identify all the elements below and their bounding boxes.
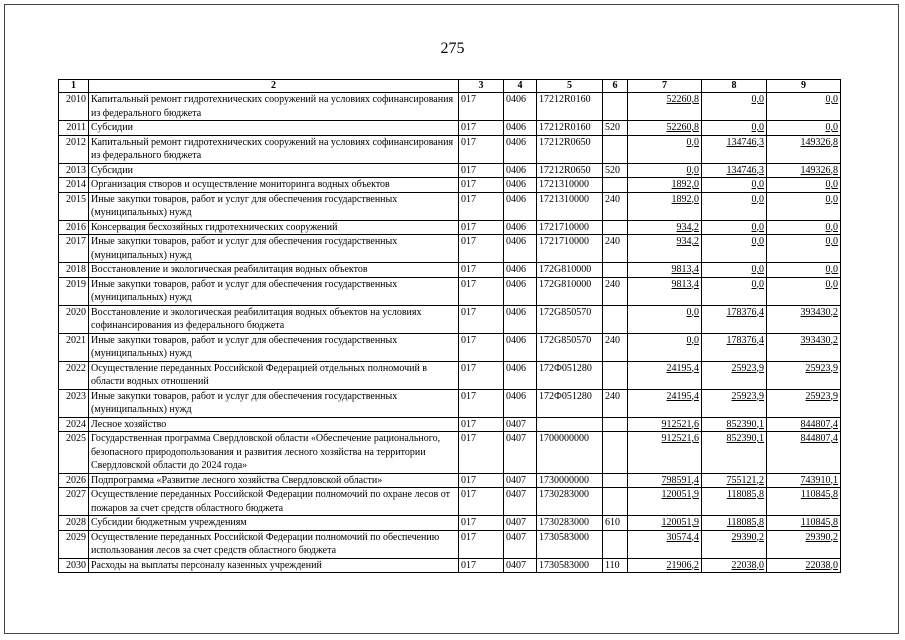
col-8-value-text: 0,0	[751, 122, 764, 133]
col-3-cell: 017	[459, 530, 504, 558]
col-9-value-text: 0,0	[825, 94, 838, 105]
col-4-cell: 0406	[504, 220, 537, 235]
header-cell: 2	[89, 80, 459, 93]
row-number: 2017	[59, 235, 89, 263]
row-name: Расходы на выплаты персоналу казенных учреждений	[89, 558, 459, 573]
col-3-cell: 017	[459, 432, 504, 474]
col-7-value	[628, 361, 702, 389]
col-3-cell: 017	[459, 93, 504, 121]
col-9-value-text: 25923,9	[805, 390, 838, 402]
row-name: Осуществление переданных Российской Федерации полномочий по охране лесов от пожаров за счет средств областного бюджета	[89, 488, 459, 516]
col-3-cell: 017	[459, 473, 504, 488]
col-7-value	[628, 558, 702, 573]
col-8-value	[702, 305, 767, 333]
col-4-cell: 0406	[504, 361, 537, 389]
col-6-cell	[603, 178, 628, 193]
col-5-cell: 1721310000	[537, 192, 603, 220]
col-7-value-text: 24195,4	[666, 390, 699, 402]
col-8-value-text: 134746,3	[726, 136, 764, 148]
row-number: 2010	[59, 93, 89, 121]
table-row	[59, 235, 841, 263]
col-6-cell	[603, 305, 628, 333]
col-8-value	[702, 263, 767, 278]
col-9-value-text: 0,0	[825, 179, 838, 190]
col-9-value	[767, 135, 841, 163]
row-name: Консервация бесхозяйных гидротехнических сооружений	[89, 220, 459, 235]
table-row	[59, 432, 841, 474]
col-7-value-text: 21906,2	[666, 559, 699, 571]
col-8-value	[702, 121, 767, 136]
row-name: Осуществление переданных Российской Федерации полномочий по обеспечению использования лесов за счет средств областного бюджета	[89, 530, 459, 558]
col-4-cell: 0406	[504, 93, 537, 121]
row-name: Субсидии	[89, 163, 459, 178]
row-name: Субсидии	[89, 121, 459, 136]
col-5-cell: 1730000000	[537, 473, 603, 488]
col-5-cell: 172Ф051280	[537, 389, 603, 417]
col-7-value-text: 934,2	[676, 236, 699, 247]
col-7-value	[628, 192, 702, 220]
col-9-value	[767, 516, 841, 531]
col-8-value	[702, 163, 767, 178]
col-9-value	[767, 333, 841, 361]
table-row	[59, 93, 841, 121]
col-4-cell: 0406	[504, 235, 537, 263]
col-4-cell: 0406	[504, 178, 537, 193]
row-number: 2020	[59, 305, 89, 333]
col-4-cell: 0406	[504, 389, 537, 417]
col-9-value	[767, 361, 841, 389]
col-9-value-text: 0,0	[825, 193, 838, 205]
col-5-cell: 1730583000	[537, 558, 603, 573]
col-4-cell: 0406	[504, 121, 537, 136]
header-cell: 4	[504, 80, 537, 93]
col-8-value-text: 0,0	[751, 236, 764, 247]
col-7-value	[628, 235, 702, 263]
col-9-value-text: 393430,2	[800, 334, 838, 346]
col-9-value	[767, 220, 841, 235]
col-9-value	[767, 432, 841, 474]
col-6-cell: 240	[603, 235, 628, 263]
col-3-cell: 017	[459, 417, 504, 432]
row-number: 2024	[59, 417, 89, 432]
col-5-cell: 172G810000	[537, 263, 603, 278]
col-4-cell: 0406	[504, 163, 537, 178]
col-6-cell	[603, 432, 628, 474]
col-3-cell: 017	[459, 389, 504, 417]
table-row	[59, 417, 841, 432]
col-7-value-text: 798591,4	[661, 474, 699, 486]
row-number: 2011	[59, 121, 89, 136]
row-name: Организация створов и осуществление мониторинга водных объектов	[89, 178, 459, 193]
col-4-cell: 0406	[504, 192, 537, 220]
col-9-value-text: 110845,8	[800, 489, 838, 500]
col-7-value	[628, 277, 702, 305]
col-9-value	[767, 488, 841, 516]
row-name: Иные закупки товаров, работ и услуг для обеспечения государственных (муниципальных) нужд	[89, 277, 459, 305]
col-8-value	[702, 389, 767, 417]
col-9-value	[767, 235, 841, 263]
col-5-cell: 172G850570	[537, 333, 603, 361]
col-6-cell	[603, 93, 628, 121]
col-7-value	[628, 389, 702, 417]
col-5-cell: 17212R0650	[537, 135, 603, 163]
row-name: Восстановление и экологическая реабилитация водных объектов на условиях софинансирования из федерального бюджета	[89, 305, 459, 333]
col-8-value-text: 0,0	[751, 179, 764, 190]
col-5-cell: 1700000000	[537, 432, 603, 474]
header-cell: 3	[459, 80, 504, 93]
col-8-value-text: 25923,9	[731, 362, 764, 374]
budget-table	[58, 79, 841, 573]
col-8-value	[702, 558, 767, 573]
col-5-cell: 17212R0160	[537, 121, 603, 136]
col-7-value-text: 30574,4	[666, 531, 699, 543]
row-number: 2028	[59, 516, 89, 531]
col-9-value-text: 0,0	[825, 278, 838, 290]
row-name: Лесное хозяйство	[89, 417, 459, 432]
col-3-cell: 017	[459, 516, 504, 531]
col-6-cell: 110	[603, 558, 628, 573]
col-8-value-text: 22038,0	[731, 559, 764, 571]
col-7-value-text: 0,0	[686, 334, 699, 346]
table-row	[59, 277, 841, 305]
col-8-value-text: 178376,4	[726, 306, 764, 318]
table-row	[59, 389, 841, 417]
row-name: Государственная программа Свердловской области «Обеспечение рационального, безопасного природопользования и развития лесного хозяйства на территории Свердловской области до 2024 года»	[89, 432, 459, 474]
col-7-value-text: 912521,6	[661, 418, 699, 430]
col-6-cell: 240	[603, 333, 628, 361]
col-9-value-text: 743910,1	[800, 474, 838, 486]
col-9-value-text: 0,0	[825, 236, 838, 247]
col-3-cell: 017	[459, 558, 504, 573]
col-8-value-text: 755121,2	[726, 474, 764, 486]
col-3-cell: 017	[459, 305, 504, 333]
col-8-value	[702, 488, 767, 516]
col-4-cell: 0406	[504, 305, 537, 333]
col-7-value	[628, 333, 702, 361]
col-8-value	[702, 192, 767, 220]
row-name: Иные закупки товаров, работ и услуг для обеспечения государственных (муниципальных) нужд	[89, 235, 459, 263]
col-5-cell: 1721710000	[537, 235, 603, 263]
row-number: 2013	[59, 163, 89, 178]
row-number: 2012	[59, 135, 89, 163]
col-5-cell: 17212R0650	[537, 163, 603, 178]
col-7-value-text: 52260,8	[666, 94, 699, 105]
table-row	[59, 135, 841, 163]
col-8-value-text: 29390,2	[731, 531, 764, 543]
col-8-value-text: 0,0	[751, 278, 764, 290]
col-9-value	[767, 277, 841, 305]
col-8-value	[702, 516, 767, 531]
col-6-cell: 610	[603, 516, 628, 531]
col-3-cell: 017	[459, 220, 504, 235]
row-name: Капитальный ремонт гидротехнических сооружений на условиях софинансирования из федерального бюджета	[89, 135, 459, 163]
col-3-cell: 017	[459, 488, 504, 516]
col-9-value	[767, 558, 841, 573]
col-9-value	[767, 417, 841, 432]
col-3-cell: 017	[459, 263, 504, 278]
header-cell: 6	[603, 80, 628, 93]
table-row	[59, 333, 841, 361]
col-7-value	[628, 93, 702, 121]
header-cell: 9	[767, 80, 841, 93]
page-number: 275	[440, 40, 465, 57]
table-row	[59, 178, 841, 193]
col-7-value	[628, 263, 702, 278]
col-9-value-text: 0,0	[825, 264, 838, 275]
col-7-value	[628, 220, 702, 235]
col-8-value	[702, 432, 767, 474]
col-4-cell: 0407	[504, 558, 537, 573]
col-7-value	[628, 530, 702, 558]
col-7-value-text: 1892,0	[671, 179, 699, 190]
col-3-cell: 017	[459, 135, 504, 163]
table-row	[59, 263, 841, 278]
col-7-value-text: 0,0	[686, 164, 699, 176]
header-cell: 1	[59, 80, 89, 93]
col-7-value-text: 24195,4	[666, 362, 699, 374]
col-8-value-text: 0,0	[751, 94, 764, 105]
col-5-cell: 1730283000	[537, 516, 603, 531]
col-8-value	[702, 417, 767, 432]
col-5-cell: 1730283000	[537, 488, 603, 516]
col-8-value	[702, 530, 767, 558]
col-7-value-text: 912521,6	[661, 433, 699, 444]
col-8-value-text: 0,0	[751, 193, 764, 205]
col-7-value	[628, 121, 702, 136]
table-row	[59, 192, 841, 220]
col-6-cell	[603, 417, 628, 432]
col-6-cell: 240	[603, 277, 628, 305]
col-4-cell: 0407	[504, 488, 537, 516]
row-number: 2030	[59, 558, 89, 573]
col-7-value-text: 0,0	[686, 136, 699, 148]
col-7-value-text: 1892,0	[671, 193, 699, 205]
col-3-cell: 017	[459, 235, 504, 263]
row-name: Капитальный ремонт гидротехнических сооружений на условиях софинансирования из федерального бюджета	[89, 93, 459, 121]
col-8-value	[702, 220, 767, 235]
row-number: 2023	[59, 389, 89, 417]
col-9-value-text: 149326,8	[800, 136, 838, 148]
col-5-cell: 1721310000	[537, 178, 603, 193]
col-7-value-text: 9813,4	[671, 264, 699, 275]
col-6-cell	[603, 473, 628, 488]
col-5-cell	[537, 417, 603, 432]
col-7-value	[628, 516, 702, 531]
col-7-value	[628, 432, 702, 474]
header-cell: 5	[537, 80, 603, 93]
col-7-value	[628, 417, 702, 432]
col-7-value-text: 52260,8	[666, 122, 699, 133]
col-6-cell: 520	[603, 163, 628, 178]
col-9-value	[767, 163, 841, 178]
col-9-value	[767, 121, 841, 136]
col-9-value	[767, 530, 841, 558]
header-cell: 8	[702, 80, 767, 93]
col-4-cell: 0407	[504, 530, 537, 558]
col-4-cell: 0407	[504, 473, 537, 488]
header-row	[59, 80, 841, 93]
col-7-value	[628, 473, 702, 488]
col-8-value-text: 118085,8	[726, 489, 764, 500]
col-6-cell	[603, 220, 628, 235]
col-7-value	[628, 305, 702, 333]
col-6-cell: 520	[603, 121, 628, 136]
col-6-cell	[603, 135, 628, 163]
col-3-cell: 017	[459, 333, 504, 361]
col-8-value	[702, 361, 767, 389]
col-9-value	[767, 93, 841, 121]
col-3-cell: 017	[459, 277, 504, 305]
col-4-cell: 0407	[504, 516, 537, 531]
col-8-value	[702, 235, 767, 263]
row-number: 2016	[59, 220, 89, 235]
col-5-cell: 172Ф051280	[537, 361, 603, 389]
col-6-cell: 240	[603, 389, 628, 417]
col-9-value	[767, 305, 841, 333]
row-name: Иные закупки товаров, работ и услуг для обеспечения государственных (муниципальных) нужд	[89, 192, 459, 220]
col-6-cell	[603, 530, 628, 558]
col-3-cell: 017	[459, 192, 504, 220]
row-number: 2025	[59, 432, 89, 474]
row-name: Иные закупки товаров, работ и услуг для обеспечения государственных (муниципальных) нужд	[89, 333, 459, 361]
col-4-cell: 0407	[504, 417, 537, 432]
col-8-value-text: 178376,4	[726, 334, 764, 346]
col-7-value-text: 120051,9	[661, 517, 699, 528]
col-9-value-text: 844807,4	[800, 418, 838, 430]
table-row	[59, 163, 841, 178]
col-7-value-text: 120051,9	[661, 489, 699, 500]
table-row	[59, 516, 841, 531]
col-7-value-text: 0,0	[686, 306, 699, 318]
table-row	[59, 473, 841, 488]
col-8-value-text: 118085,8	[726, 517, 764, 528]
col-8-value	[702, 93, 767, 121]
col-7-value	[628, 135, 702, 163]
col-9-value	[767, 192, 841, 220]
col-4-cell: 0406	[504, 333, 537, 361]
col-9-value-text: 393430,2	[800, 306, 838, 318]
col-7-value-text: 934,2	[676, 221, 699, 233]
col-8-value	[702, 178, 767, 193]
col-4-cell: 0406	[504, 135, 537, 163]
row-name: Осуществление переданных Российской Федерацией отдельных полномочий в области водных отношений	[89, 361, 459, 389]
table-row	[59, 488, 841, 516]
col-9-value-text: 29390,2	[805, 531, 838, 543]
col-7-value	[628, 178, 702, 193]
col-5-cell: 1721710000	[537, 220, 603, 235]
table-row	[59, 361, 841, 389]
row-number: 2026	[59, 473, 89, 488]
col-7-value	[628, 488, 702, 516]
row-number: 2022	[59, 361, 89, 389]
col-8-value-text: 25923,9	[731, 390, 764, 402]
col-8-value	[702, 277, 767, 305]
col-9-value	[767, 263, 841, 278]
col-9-value	[767, 178, 841, 193]
row-number: 2018	[59, 263, 89, 278]
col-8-value-text: 852390,1	[726, 433, 764, 444]
row-number: 2021	[59, 333, 89, 361]
col-6-cell: 240	[603, 192, 628, 220]
col-8-value	[702, 473, 767, 488]
row-number: 2019	[59, 277, 89, 305]
col-8-value-text: 0,0	[751, 264, 764, 275]
header-cell: 7	[628, 80, 702, 93]
col-4-cell: 0406	[504, 263, 537, 278]
row-number: 2029	[59, 530, 89, 558]
col-4-cell: 0407	[504, 432, 537, 474]
col-9-value-text: 22038,0	[805, 559, 838, 571]
col-8-value	[702, 135, 767, 163]
col-5-cell: 1730583000	[537, 530, 603, 558]
table-row	[59, 305, 841, 333]
table-row	[59, 220, 841, 235]
col-9-value-text: 0,0	[825, 221, 838, 233]
col-5-cell: 172G810000	[537, 277, 603, 305]
row-number: 2015	[59, 192, 89, 220]
table-row	[59, 558, 841, 573]
col-3-cell: 017	[459, 121, 504, 136]
col-3-cell: 017	[459, 163, 504, 178]
col-5-cell: 17212R0160	[537, 93, 603, 121]
row-number: 2027	[59, 488, 89, 516]
row-name: Субсидии бюджетным учреждениям	[89, 516, 459, 531]
col-8-value-text: 0,0	[751, 221, 764, 233]
col-3-cell: 017	[459, 178, 504, 193]
row-number: 2014	[59, 178, 89, 193]
col-3-cell: 017	[459, 361, 504, 389]
col-9-value-text: 844807,4	[800, 433, 838, 444]
table-row	[59, 530, 841, 558]
row-name: Восстановление и экологическая реабилитация водных объектов	[89, 263, 459, 278]
table-row	[59, 121, 841, 136]
col-8-value-text: 134746,3	[726, 164, 764, 176]
col-9-value-text: 0,0	[825, 122, 838, 133]
row-name: Иные закупки товаров, работ и услуг для обеспечения государственных (муниципальных) нужд	[89, 389, 459, 417]
col-6-cell	[603, 361, 628, 389]
col-9-value	[767, 389, 841, 417]
col-8-value-text: 852390,1	[726, 418, 764, 430]
col-6-cell	[603, 263, 628, 278]
col-9-value-text: 149326,8	[800, 164, 838, 176]
col-9-value-text: 25923,9	[805, 362, 838, 374]
col-8-value	[702, 333, 767, 361]
col-9-value-text: 110845,8	[800, 517, 838, 528]
col-7-value-text: 9813,4	[671, 278, 699, 290]
col-9-value	[767, 473, 841, 488]
col-6-cell	[603, 488, 628, 516]
col-4-cell: 0406	[504, 277, 537, 305]
col-5-cell: 172G850570	[537, 305, 603, 333]
row-name: Подпрограмма «Развитие лесного хозяйства Свердловской области»	[89, 473, 459, 488]
col-7-value	[628, 163, 702, 178]
